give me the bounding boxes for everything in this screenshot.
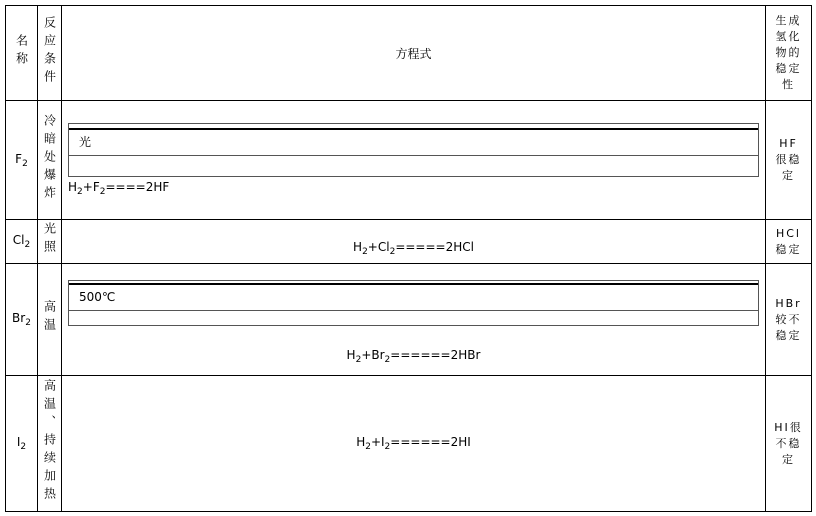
table-row: [6, 264, 812, 376]
row-condition: 高温、持续加热: [42, 379, 57, 505]
header-row: [6, 6, 812, 101]
table-row: [6, 220, 812, 264]
row-equation-cell: [62, 220, 766, 264]
table-row: [6, 376, 812, 512]
header-equation: 方程式: [62, 6, 766, 101]
table-row: [6, 101, 812, 220]
condition-label: 500℃: [69, 283, 758, 311]
row-stability: HF很稳定: [775, 137, 802, 182]
row-condition: 光照: [42, 222, 57, 258]
condition-label: 光: [69, 128, 758, 156]
condition-frame: [68, 280, 759, 326]
row-condition: 冷暗处爆炸: [42, 113, 57, 204]
row-condition: 高温: [42, 300, 57, 336]
equation: $H_2+I_2======2HI$: [356, 435, 471, 452]
header-name: 名称: [14, 33, 29, 70]
equation: $H_2+F_2====2HF$: [68, 180, 170, 197]
equation: $H_2+Cl_2=====2HCl$: [353, 240, 474, 257]
equation: $H_2+Br_2======2HBr$: [346, 348, 481, 365]
row-stability: HI很不稳定: [774, 420, 803, 466]
row-name: $F_2$: [6, 101, 38, 220]
row-equation-cell: [62, 101, 766, 220]
header-condition: 反应条件: [42, 15, 57, 88]
row-name: $I_2$: [6, 376, 38, 512]
row-equation-cell: [62, 376, 766, 512]
row-name: $Cl_2$: [6, 220, 38, 264]
row-name: $Br_2$: [6, 264, 38, 376]
row-stability: HCl稳定: [775, 226, 802, 256]
row-equation-cell: [62, 264, 766, 376]
header-stability: 生成氢化物的稳定性: [775, 14, 802, 91]
row-stability: HBr较不稳定: [775, 296, 802, 342]
condition-frame: [68, 123, 759, 177]
halogen-hydrogen-table: [5, 5, 812, 512]
